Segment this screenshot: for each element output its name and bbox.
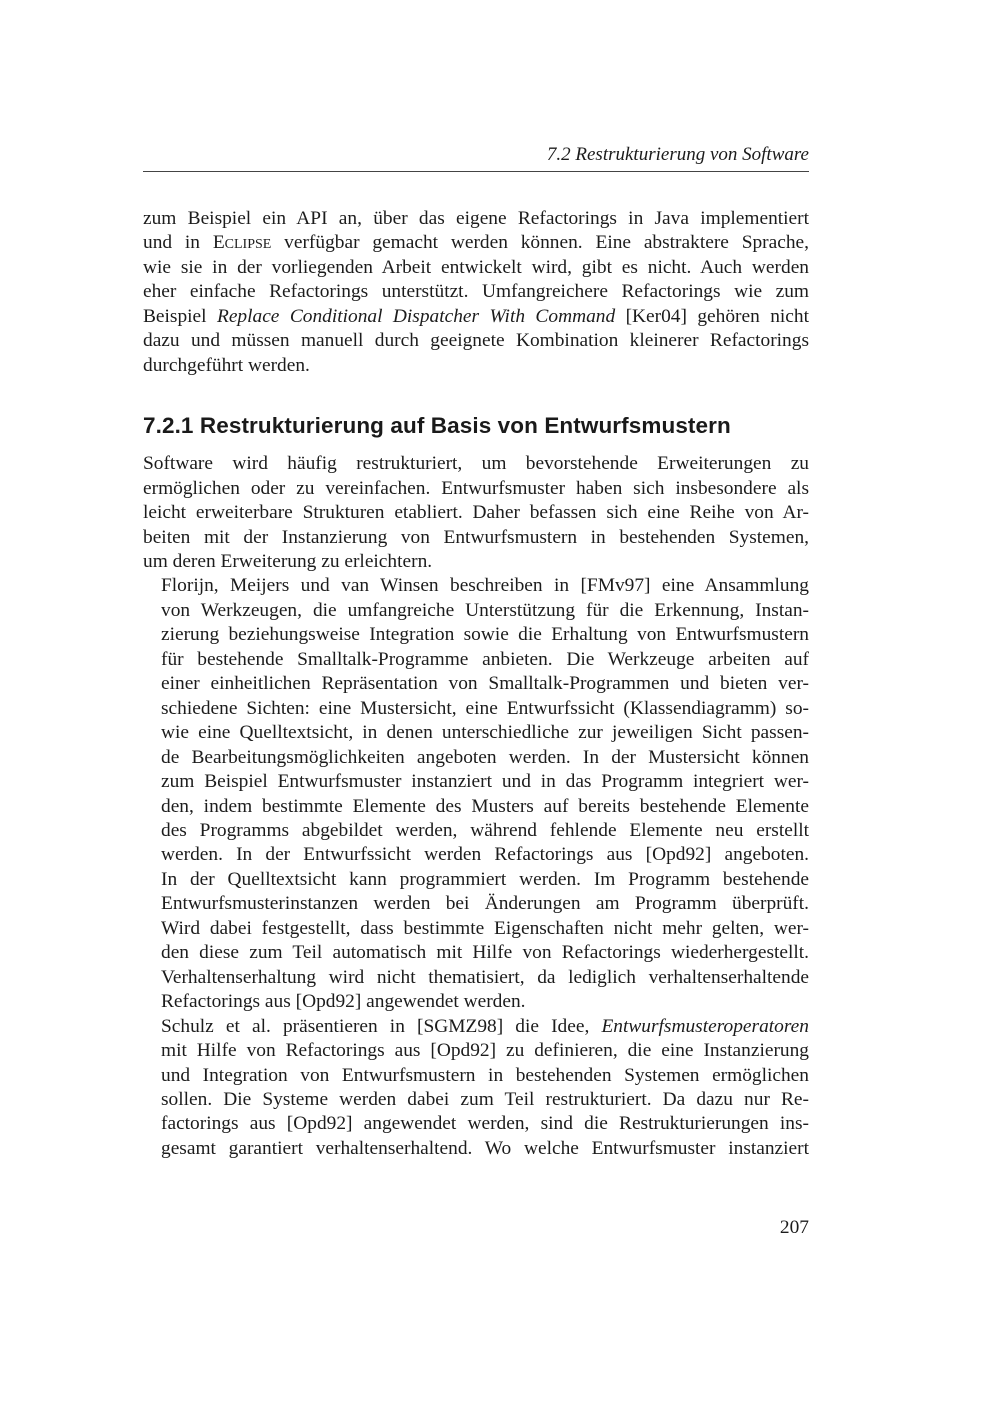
text-line: leicht erweiterbare Strukturen etabliert. Daher befassen sich eine Reihe von Ar- (143, 502, 809, 524)
text-line: des Programms abgebildet werden, während fehlende Elemente neu erstellt (161, 819, 809, 841)
text-line: wie eine Quelltextsicht, in denen unterschiedliche zur jeweiligen Sicht passen- (161, 722, 809, 744)
text-line: durchgeführt werden. (143, 354, 310, 376)
text-line: ermöglichen oder zu vereinfachen. Entwurfsmuster haben sich insbesondere als (143, 477, 809, 499)
text-line: den, indem bestimmte Elemente des Musters auf bereits bestehende Elemente (161, 795, 809, 817)
text-line: um deren Erweiterung zu erleichtern. (143, 550, 433, 572)
paragraph-intro (143, 452, 809, 574)
text-fragment: und in (143, 232, 213, 254)
text-line: Florijn, Meijers und van Winsen beschreiben in [FMv97] eine Ansammlung (161, 575, 809, 597)
text-line: sollen. Die Systeme werden dabei zum Teil restrukturiert. Da dazu nur Re- (161, 1088, 809, 1110)
text-line: zum Beispiel Entwurfsmuster instanziert und in das Programm integriert wer- (161, 771, 809, 793)
paragraph-continuation (143, 207, 809, 378)
text-line: für bestehende Smalltalk-Programme anbieten. Die Werkzeuge arbeiten auf (161, 648, 809, 670)
text-line: den diese zum Teil automatisch mit Hilfe von Refactorings wiederhergestellt. (161, 942, 809, 964)
refactoring-title: Replace Conditional Dispatcher With Command (216, 305, 616, 327)
text-line: Software wird häufig restrukturiert, um bevorstehende Erweiterungen zu (143, 453, 809, 475)
text-line: von Werkzeugen, die umfangreiche Unterstützung für die Erkennung, Instan- (161, 599, 809, 621)
text-line: und Integration von Entwurfsmustern in bestehenden Systemen ermöglichen (161, 1064, 809, 1086)
text-line: factorings aus [Opd92] angewendet werden, sind die Restrukturierungen ins- (161, 1113, 809, 1135)
text-fragment: verfügbar gemacht werden können. Eine abstraktere Sprache, (271, 232, 809, 254)
text-line: Entwurfsmusterinstanzen werden bei Änderungen am Programm überprüft. (161, 893, 809, 915)
text-line: beiten mit der Instanzierung von Entwurfsmustern in bestehenden Systemen, (143, 526, 809, 548)
section-heading: 7.2.1 Restrukturierung auf Basis von Entwurfsmustern (143, 413, 731, 439)
text-line: mit Hilfe von Refactorings aus [Opd92] zu definieren, die eine Instanzierung (161, 1040, 809, 1062)
text-line: einer einheitlichen Repräsentation von Smalltalk-Programmen und bieten ver- (161, 673, 809, 695)
text-line (143, 231, 809, 255)
eclipse-name: Eclipse (212, 232, 272, 254)
text-line: Refactorings aus [Opd92] angewendet werden. (161, 991, 526, 1013)
text-fragment: Beispiel (143, 305, 217, 327)
text-line (143, 1015, 809, 1039)
text-line: gesamt garantiert verhaltenserhaltend. Wo welche Entwurfsmuster instanziert (161, 1137, 809, 1159)
paragraph-florijn (143, 574, 809, 1014)
text-line: wie sie in der vorliegenden Arbeit entwickelt wird, gibt es nicht. Auch werden (143, 256, 809, 278)
text-line (143, 305, 809, 329)
text-line: Wird dabei festgestellt, dass bestimmte Eigenschaften nicht mehr gelten, wer- (161, 917, 809, 939)
text-line: de Bearbeitungsmöglichkeiten angeboten werden. In der Mustersicht können (161, 746, 809, 768)
running-head: 7.2 Restrukturierung von Software (143, 143, 809, 172)
text-line: zierung beziehungsweise Integration sowie die Erhaltung von Entwurfsmustern (161, 624, 809, 646)
paragraph-schulz (143, 1015, 809, 1162)
text-line: eher einfache Refactorings unterstützt. Umfangreichere Refactorings wie zum (143, 281, 809, 303)
text-line: werden. In der Entwurfssicht werden Refactorings aus [Opd92] angeboten. (161, 844, 809, 866)
text-fragment: Schulz et al. präsentieren in [SGMZ98] die Idee, (161, 1015, 602, 1037)
emphasized-term: Entwurfsmusteroperatoren (601, 1015, 809, 1037)
text-line: Verhaltenserhaltung wird nicht thematisiert, da lediglich verhaltenserhaltende (161, 966, 809, 988)
text-line: dazu und müssen manuell durch geeignete Kombination kleinerer Refactorings (143, 330, 809, 352)
page-body (143, 207, 809, 1161)
page-number: 207 (779, 1217, 809, 1238)
text-line: zum Beispiel ein API an, über das eigene Refactorings in Java implementiert (143, 208, 809, 229)
text-fragment: [Ker04] gehören nicht (615, 305, 809, 327)
text-line: schiedene Sichten: eine Mustersicht, eine Entwurfssicht (Klassendiagramm) so- (161, 697, 809, 719)
text-line: In der Quelltextsicht kann programmiert werden. Im Programm bestehende (161, 868, 809, 890)
